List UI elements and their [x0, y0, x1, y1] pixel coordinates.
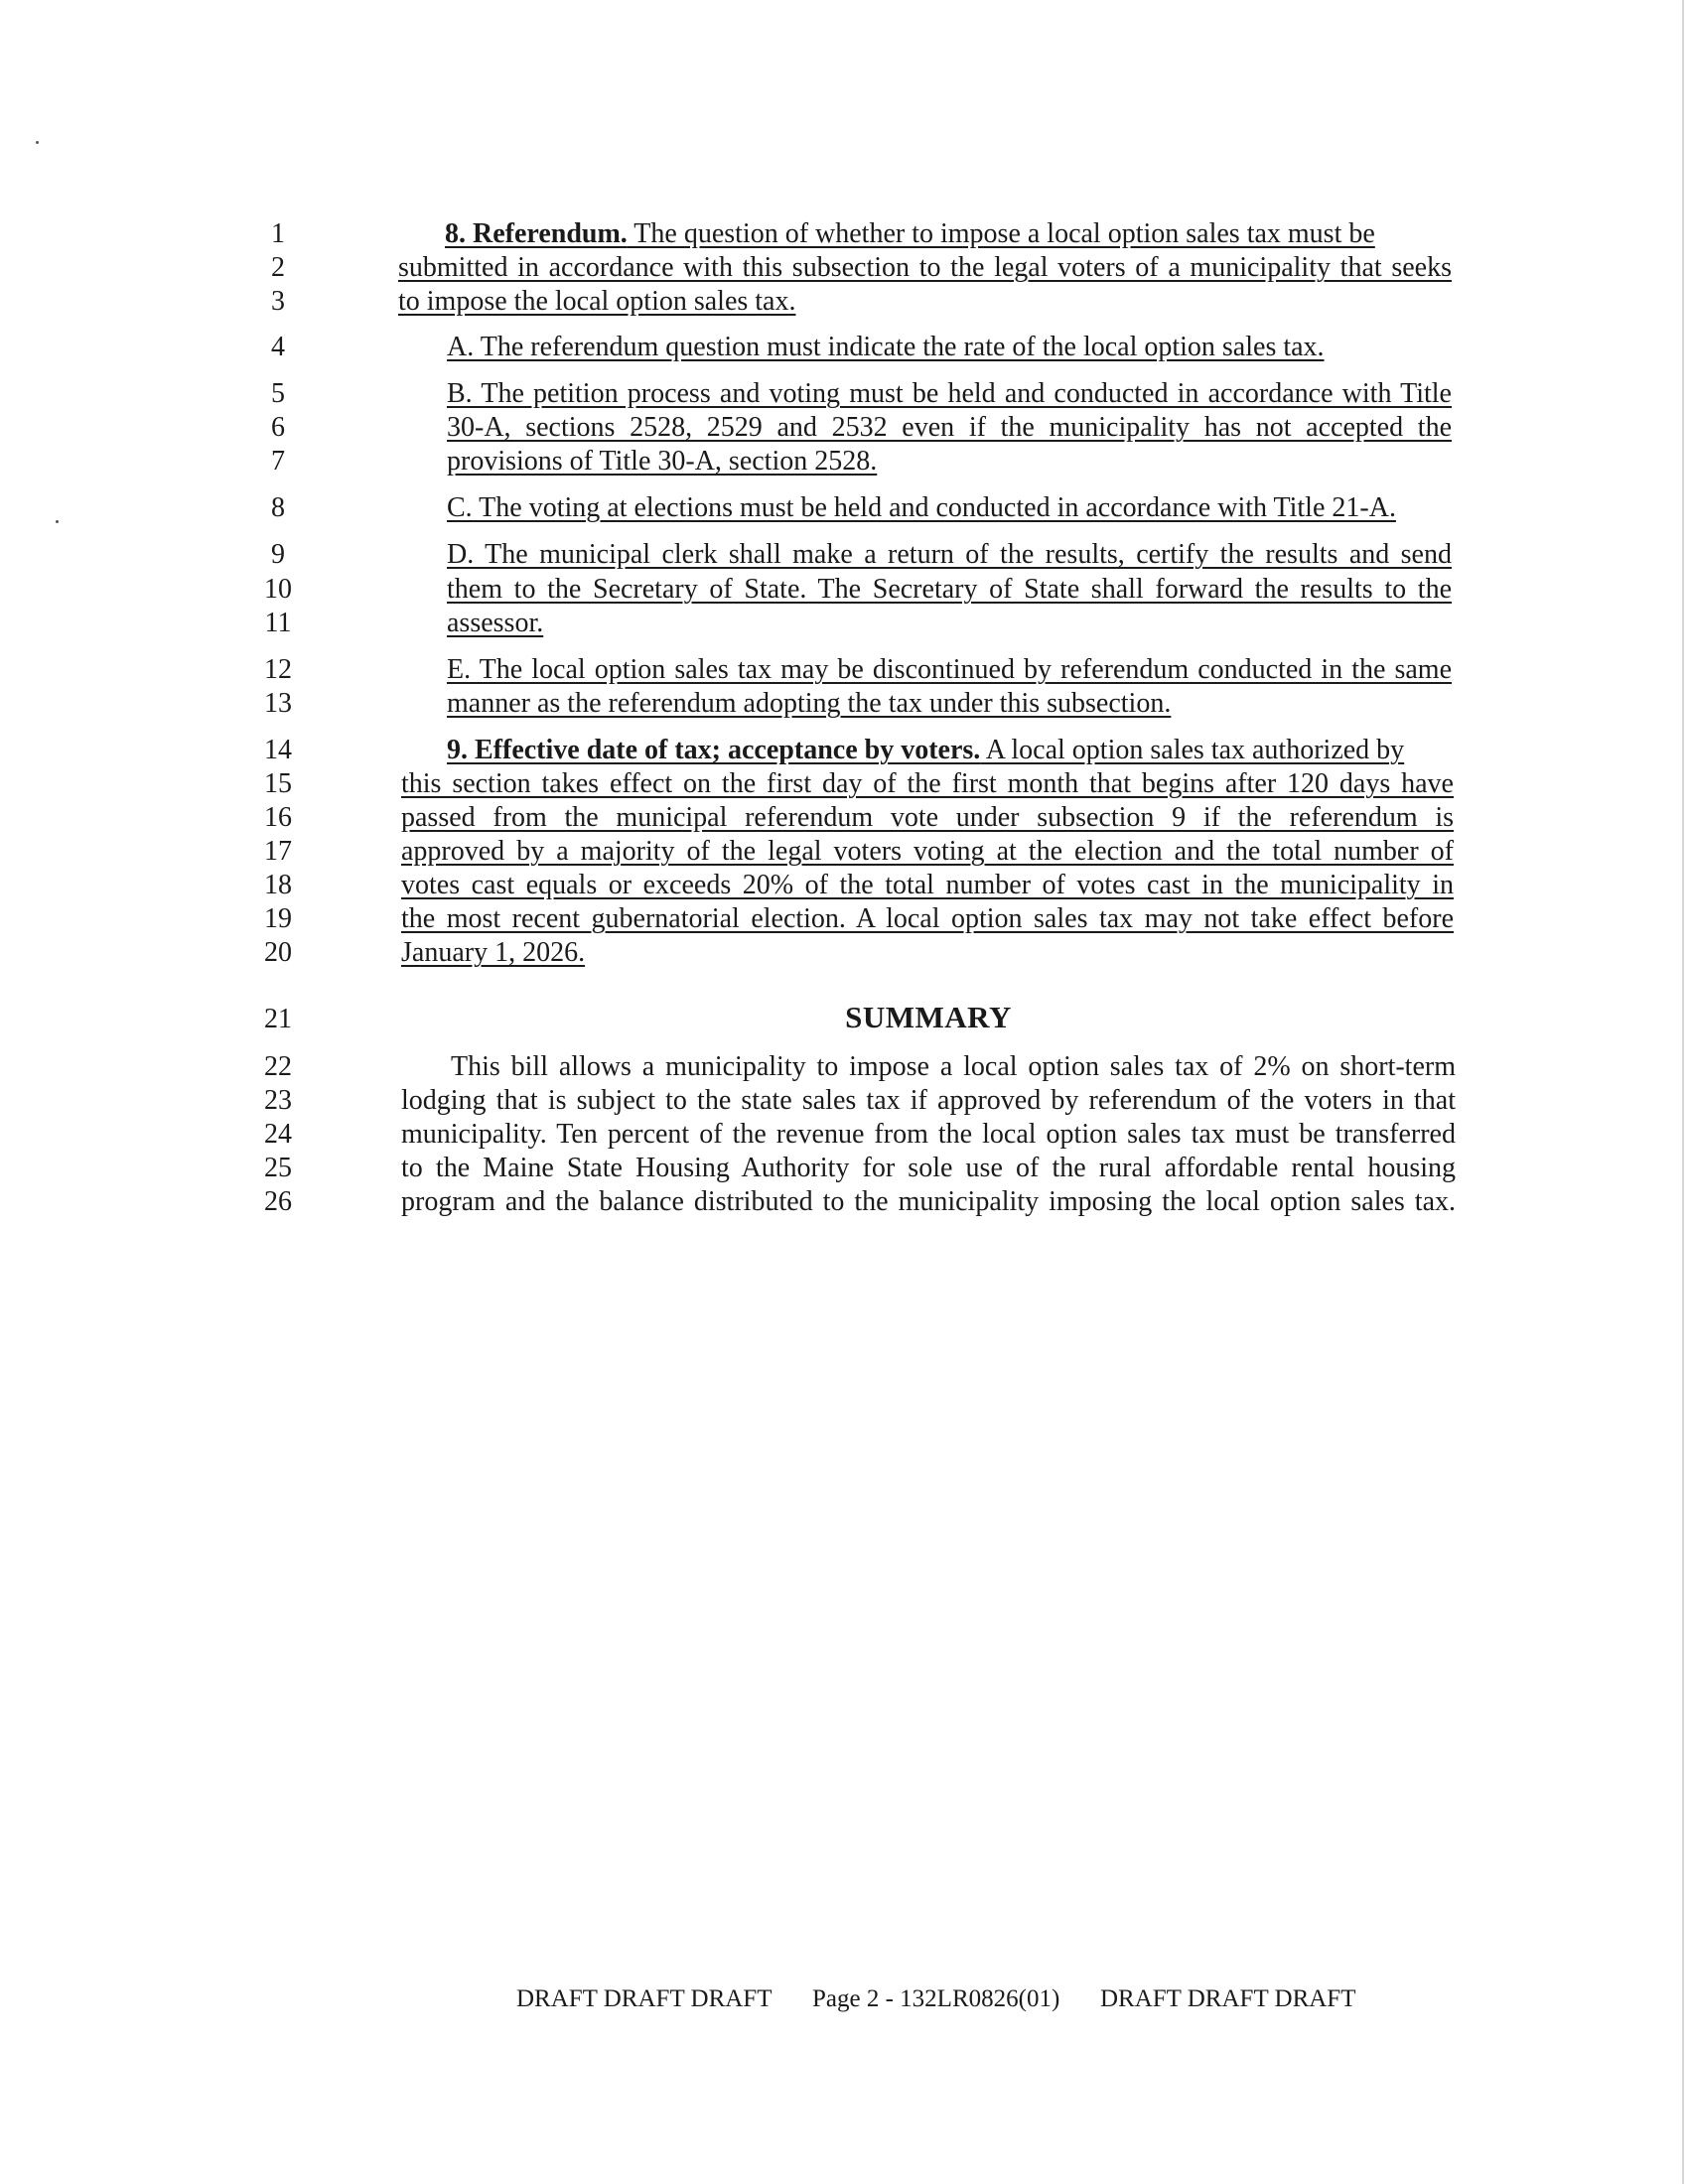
- paragraph-d-line: assessor.: [447, 608, 544, 638]
- paragraph-e-line: manner as the referendum adopting the tax under this subsection.: [447, 688, 1172, 719]
- line-number: 16: [264, 802, 292, 833]
- section-9-line: approved by a majority of the legal voters voting at the election and the total number of: [401, 836, 1454, 867]
- summary-line: program and the balance distributed to the municipality imposing the local option sales tax.: [401, 1186, 1456, 1217]
- line-number: 7: [271, 446, 285, 477]
- line-number: 11: [264, 608, 292, 638]
- line-number: 12: [264, 654, 292, 685]
- section-9-line: this section takes effect on the first day of the first month that begins after 120 days have: [401, 768, 1454, 799]
- line-number: 1: [271, 218, 285, 249]
- section-8-text: The question of whether to impose a local option sales tax must be: [627, 218, 1375, 249]
- scan-speck: [36, 141, 39, 144]
- section-9-line: the most recent gubernatorial election. A local option sales tax may not take effect before: [401, 903, 1454, 934]
- line-number: 10: [264, 574, 292, 605]
- line-number: 18: [264, 870, 292, 900]
- summary-line: lodging that is subject to the state sales tax if approved by referendum of the voters in that: [401, 1085, 1456, 1116]
- line-number: 3: [271, 286, 285, 317]
- page-edge-shadow: [1682, 0, 1684, 2184]
- section-8-line: to impose the local option sales tax.: [398, 286, 796, 317]
- line-number: 24: [264, 1119, 292, 1150]
- line-number: 20: [264, 937, 292, 968]
- paragraph-d-line: D. The municipal clerk shall make a return of the results, certify the results and send: [447, 539, 1452, 570]
- line-number: 6: [271, 412, 285, 443]
- line-number: 13: [264, 688, 292, 719]
- line-number: 14: [264, 735, 292, 765]
- line-number: 19: [264, 903, 292, 934]
- section-9-line: votes cast equals or exceeds 20% of the total number of votes cast in the municipality in: [401, 870, 1454, 900]
- scan-speck: [56, 520, 59, 523]
- line-number: 21: [264, 1004, 292, 1034]
- line-number: 5: [271, 378, 285, 409]
- section-8-line: submitted in accordance with this subsection to the legal voters of a municipality that seeks: [398, 252, 1452, 283]
- paragraph-e-line: E. The local option sales tax may be discontinued by referendum conducted in the same: [447, 654, 1452, 685]
- summary-line: municipality. Ten percent of the revenue from the local option sales tax must be transferred: [401, 1119, 1456, 1150]
- section-9-line: January 1, 2026.: [401, 937, 586, 968]
- line-number: 2: [271, 252, 285, 283]
- line-number: 15: [264, 768, 292, 799]
- line-number: 17: [264, 836, 292, 867]
- summary-line: This bill allows a municipality to impose a local option sales tax of 2% on short-term: [451, 1051, 1456, 1082]
- section-9-line: passed from the municipal referendum vote under subsection 9 if the referendum is: [401, 802, 1454, 833]
- footer-page-number: Page 2 - 132LR0826(01): [812, 1985, 1060, 2012]
- section-8-line: [445, 216, 1452, 252]
- paragraph-b-line: B. The petition process and voting must be held and conducted in accordance with Title: [447, 378, 1452, 409]
- section-9-line: [447, 733, 1454, 768]
- paragraph-b-line: provisions of Title 30-A, section 2528.: [447, 446, 878, 477]
- section-9-heading: 9. Effective date of tax; acceptance by voters.: [447, 735, 981, 765]
- paragraph-c: C. The voting at elections must be held and conducted in accordance with Title 21-A.: [447, 492, 1396, 523]
- line-number: 4: [271, 332, 285, 362]
- paragraph-a: A. The referendum question must indicate the rate of the local option sales tax.: [447, 332, 1325, 362]
- line-number: 25: [264, 1153, 292, 1183]
- line-number: 9: [271, 539, 285, 570]
- line-number: 26: [264, 1186, 292, 1217]
- section-8-heading: 8. Referendum.: [445, 218, 628, 249]
- footer-draft-right: DRAFT DRAFT DRAFT: [1100, 1985, 1356, 2012]
- line-number: 8: [271, 492, 285, 523]
- line-number: 22: [264, 1051, 292, 1082]
- paragraph-b-line: 30-A, sections 2528, 2529 and 2532 even if the municipality has not accepted the: [447, 412, 1452, 443]
- footer-draft-left: DRAFT DRAFT DRAFT: [516, 1985, 773, 2012]
- paragraph-d-line: them to the Secretary of State. The Secretary of State shall forward the results to the: [447, 574, 1452, 605]
- summary-line: to the Maine State Housing Authority for sole use of the rural affordable rental housing: [401, 1153, 1456, 1183]
- line-number: 23: [264, 1085, 292, 1116]
- section-9-text: A local option sales tax authorized by: [980, 735, 1405, 765]
- summary-heading: SUMMARY: [845, 1000, 1012, 1034]
